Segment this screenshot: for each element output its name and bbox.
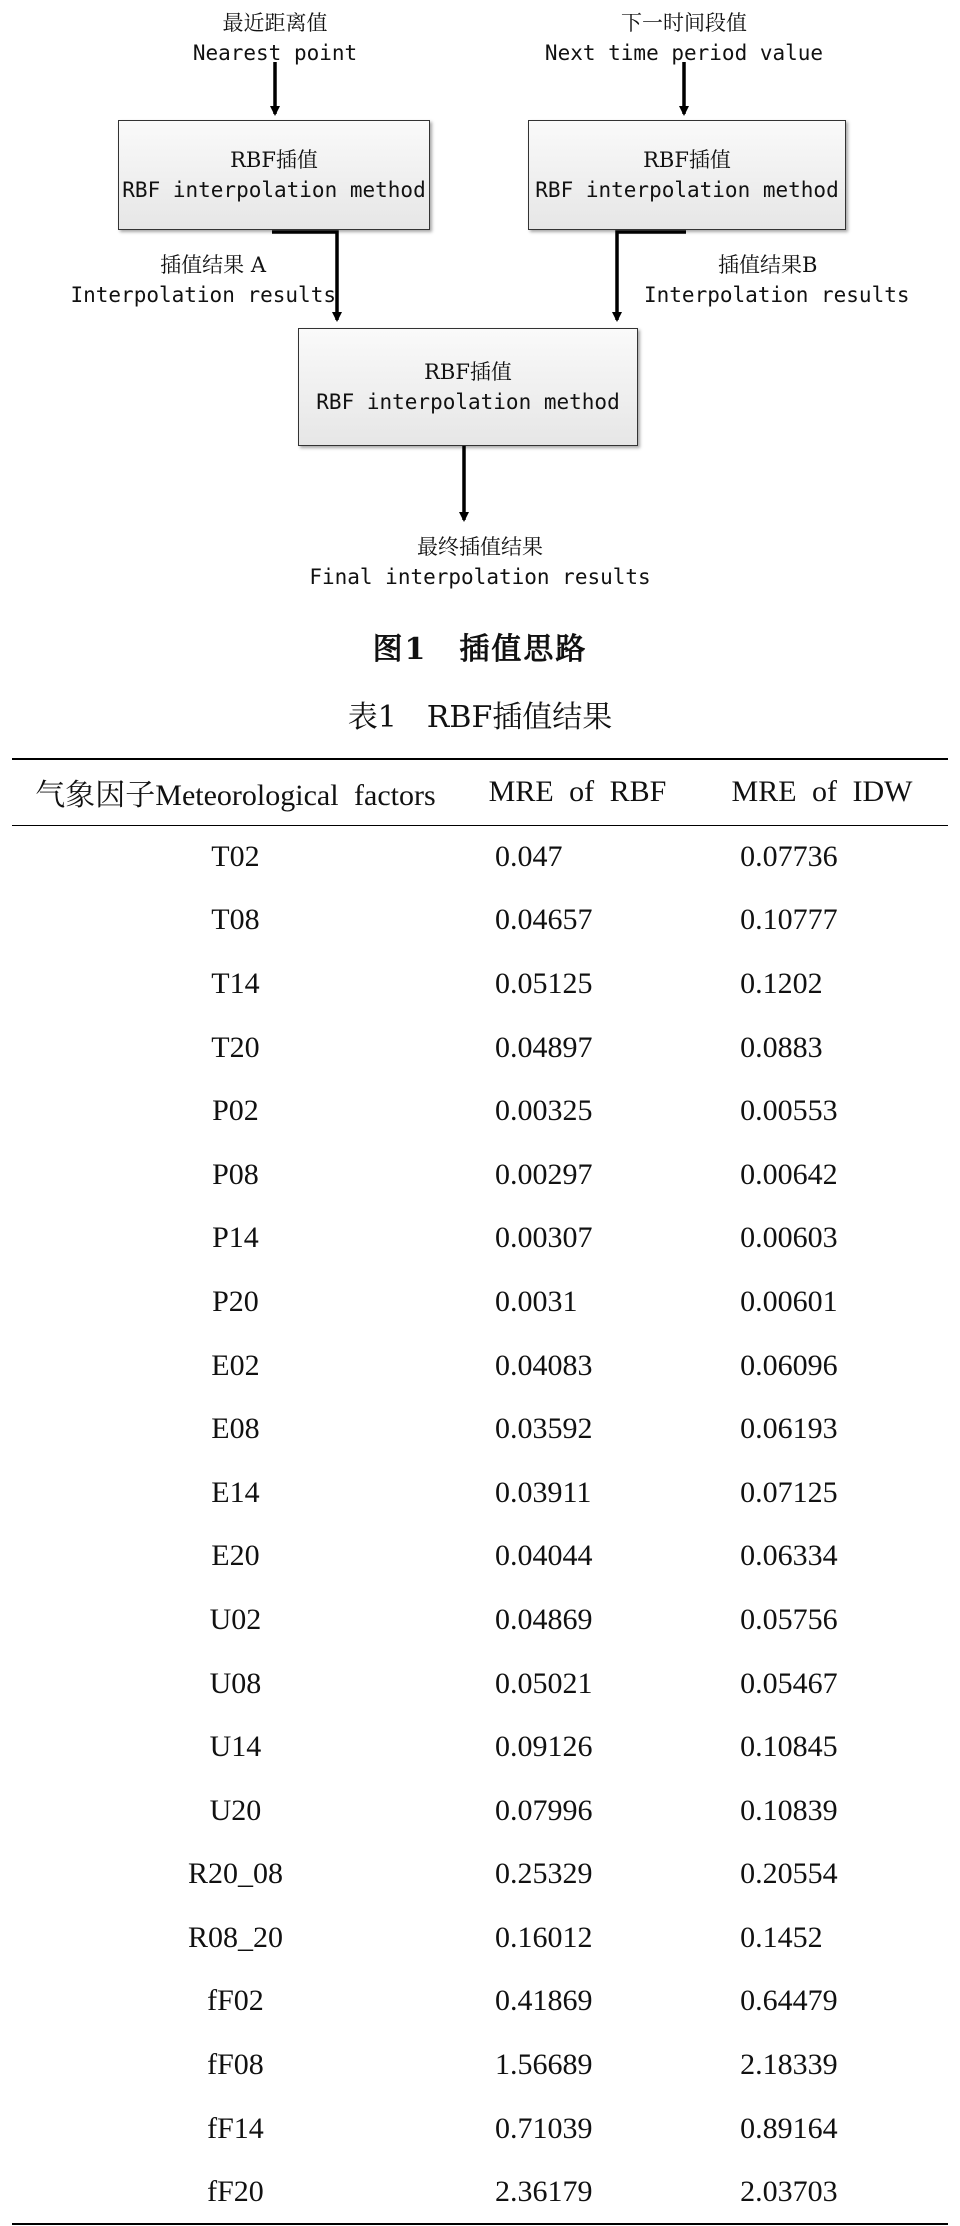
cell-factor: U20	[209, 1793, 262, 1827]
table-row	[12, 1143, 948, 1207]
table-body	[12, 825, 948, 2224]
rbf-box-left-en: RBF interpolation method	[122, 178, 426, 202]
cell-mre-rbf: 0.0031	[494, 1284, 578, 1318]
cell-mre-idw: 0.06096	[740, 1348, 838, 1382]
result-b-label	[644, 250, 924, 310]
result-a-zh: 插值结果 A	[160, 253, 266, 277]
cell-mre-idw: 0.0883	[740, 1030, 823, 1064]
table-row	[12, 1906, 948, 1970]
cell-mre-idw: 2.18339	[740, 2048, 838, 2082]
table-row	[12, 1843, 948, 1907]
cell-factor: T20	[211, 1030, 260, 1064]
cell-factor: E14	[211, 1475, 260, 1509]
cell-mre-rbf: 0.07996	[494, 1793, 593, 1827]
figure-caption: 图1 插值思路	[372, 632, 588, 667]
cell-mre-idw: 0.00553	[740, 1094, 838, 1128]
cell-factor: P08	[212, 1157, 259, 1191]
cell-factor: E20	[211, 1539, 260, 1573]
table-row	[12, 825, 948, 889]
cell-factor: E02	[211, 1348, 260, 1382]
rbf-box-center-en: RBF interpolation method	[316, 390, 620, 414]
cell-mre-rbf: 0.25329	[494, 1857, 593, 1891]
cell-factor: U08	[209, 1666, 262, 1700]
header-factors: 气象因子Meteorological factors	[35, 779, 436, 813]
cell-mre-rbf: 0.05021	[494, 1666, 593, 1700]
cell-mre-rbf: 0.05125	[494, 966, 593, 1000]
cell-mre-rbf: 0.00297	[494, 1157, 593, 1191]
rbf-box-right-zh: RBF插值	[643, 148, 731, 172]
results-table	[12, 758, 948, 2225]
table-row	[12, 1652, 948, 1716]
table-row	[12, 1397, 948, 1461]
rbf-box-left-zh: RBF插值	[230, 148, 318, 172]
cell-mre-idw: 0.06334	[740, 1539, 838, 1573]
table-row	[12, 2033, 948, 2097]
final-label	[290, 532, 670, 592]
cell-factor: P02	[212, 1094, 259, 1128]
cell-factor: E08	[211, 1412, 260, 1446]
cell-factor: T08	[211, 903, 260, 937]
table-row	[12, 2160, 948, 2224]
table-row	[12, 1461, 948, 1525]
cell-mre-idw: 0.10839	[740, 1793, 838, 1827]
cell-mre-idw: 0.05467	[740, 1666, 838, 1700]
cell-mre-rbf: 0.04657	[494, 903, 593, 937]
table-row	[12, 1715, 948, 1779]
cell-mre-rbf: 1.56689	[494, 2048, 593, 2082]
rbf-box-left	[118, 120, 430, 230]
input-left-label	[175, 8, 375, 68]
table-row	[12, 1779, 948, 1843]
cell-mre-rbf: 0.047	[494, 840, 563, 874]
cell-mre-idw: 0.64479	[740, 1984, 838, 2018]
result-a-label	[40, 250, 336, 310]
final-zh: 最终插值结果	[417, 535, 543, 559]
cell-factor: fF20	[207, 2174, 264, 2208]
cell-mre-idw: 0.00601	[740, 1284, 838, 1318]
cell-mre-idw: 0.06193	[740, 1412, 838, 1446]
cell-mre-rbf: 0.04044	[494, 1539, 593, 1573]
cell-factor: fF08	[207, 2048, 264, 2082]
cell-mre-rbf: 0.03592	[494, 1412, 593, 1446]
input-right-en: Next time period value	[544, 41, 824, 65]
flow-arrows	[0, 0, 960, 620]
cell-mre-idw: 2.03703	[740, 2174, 838, 2208]
final-en: Final interpolation results	[309, 565, 651, 589]
cell-mre-rbf: 0.04897	[494, 1030, 593, 1064]
result-b-en: Interpolation results	[644, 283, 910, 307]
table-row	[12, 1525, 948, 1589]
table-row	[12, 2097, 948, 2161]
rbf-box-right	[528, 120, 846, 230]
input-right-label	[534, 8, 834, 68]
input-left-zh: 最近距离值	[222, 11, 328, 35]
cell-mre-rbf: 2.36179	[494, 2174, 593, 2208]
cell-mre-idw: 0.1202	[740, 966, 823, 1000]
cell-mre-rbf: 0.00325	[494, 1094, 593, 1128]
rbf-box-center-zh: RBF插值	[424, 360, 512, 384]
input-left-en: Nearest point	[192, 41, 358, 65]
cell-mre-idw: 0.07125	[740, 1475, 838, 1509]
table-row	[12, 889, 948, 953]
result-a-en: Interpolation results	[70, 283, 336, 307]
table-row	[12, 1016, 948, 1080]
cell-mre-rbf: 0.04869	[494, 1602, 593, 1636]
cell-mre-idw: 0.89164	[740, 2111, 838, 2145]
cell-mre-idw: 0.1452	[740, 1920, 823, 1954]
cell-mre-idw: 0.07736	[740, 840, 838, 874]
cell-factor: R08_20	[187, 1920, 283, 1954]
table-row	[12, 1970, 948, 2034]
cell-mre-idw: 0.00642	[740, 1157, 838, 1191]
result-b-zh: 插值结果B	[718, 253, 818, 277]
table-header-row	[12, 759, 948, 825]
rbf-box-right-en: RBF interpolation method	[535, 178, 839, 202]
cell-mre-idw: 0.10777	[740, 903, 838, 937]
cell-mre-rbf: 0.00307	[494, 1221, 593, 1255]
cell-factor: R20_08	[187, 1857, 283, 1891]
cell-factor: fF02	[207, 1984, 264, 2018]
cell-mre-rbf: 0.16012	[494, 1920, 593, 1954]
cell-factor: U02	[209, 1602, 262, 1636]
cell-factor: U14	[209, 1730, 262, 1764]
cell-factor: T14	[211, 966, 260, 1000]
cell-mre-idw: 0.20554	[740, 1857, 838, 1891]
table-row	[12, 1334, 948, 1398]
cell-mre-idw: 0.10845	[740, 1730, 838, 1764]
cell-mre-rbf: 0.09126	[494, 1730, 593, 1764]
header-mre-idw: MRE of IDW	[731, 775, 913, 809]
table-row	[12, 1270, 948, 1334]
cell-mre-rbf: 0.04083	[494, 1348, 593, 1382]
cell-mre-rbf: 0.03911	[494, 1475, 592, 1509]
rbf-box-center	[298, 328, 638, 446]
cell-mre-idw: 0.00603	[740, 1221, 838, 1255]
input-right-zh: 下一时间段值	[621, 11, 747, 35]
cell-mre-idw: 0.05756	[740, 1602, 838, 1636]
cell-factor: P20	[212, 1284, 259, 1318]
table-row	[12, 952, 948, 1016]
header-mre-rbf: MRE of RBF	[488, 775, 667, 809]
cell-mre-rbf: 0.41869	[494, 1984, 593, 2018]
table-row	[12, 1079, 948, 1143]
cell-mre-rbf: 0.71039	[494, 2111, 593, 2145]
cell-factor: T02	[211, 840, 260, 874]
table-row	[12, 1207, 948, 1271]
table-row	[12, 1588, 948, 1652]
cell-factor: fF14	[207, 2111, 264, 2145]
cell-factor: P14	[212, 1221, 259, 1255]
table-caption: 表1 RBF插值结果	[347, 700, 613, 735]
